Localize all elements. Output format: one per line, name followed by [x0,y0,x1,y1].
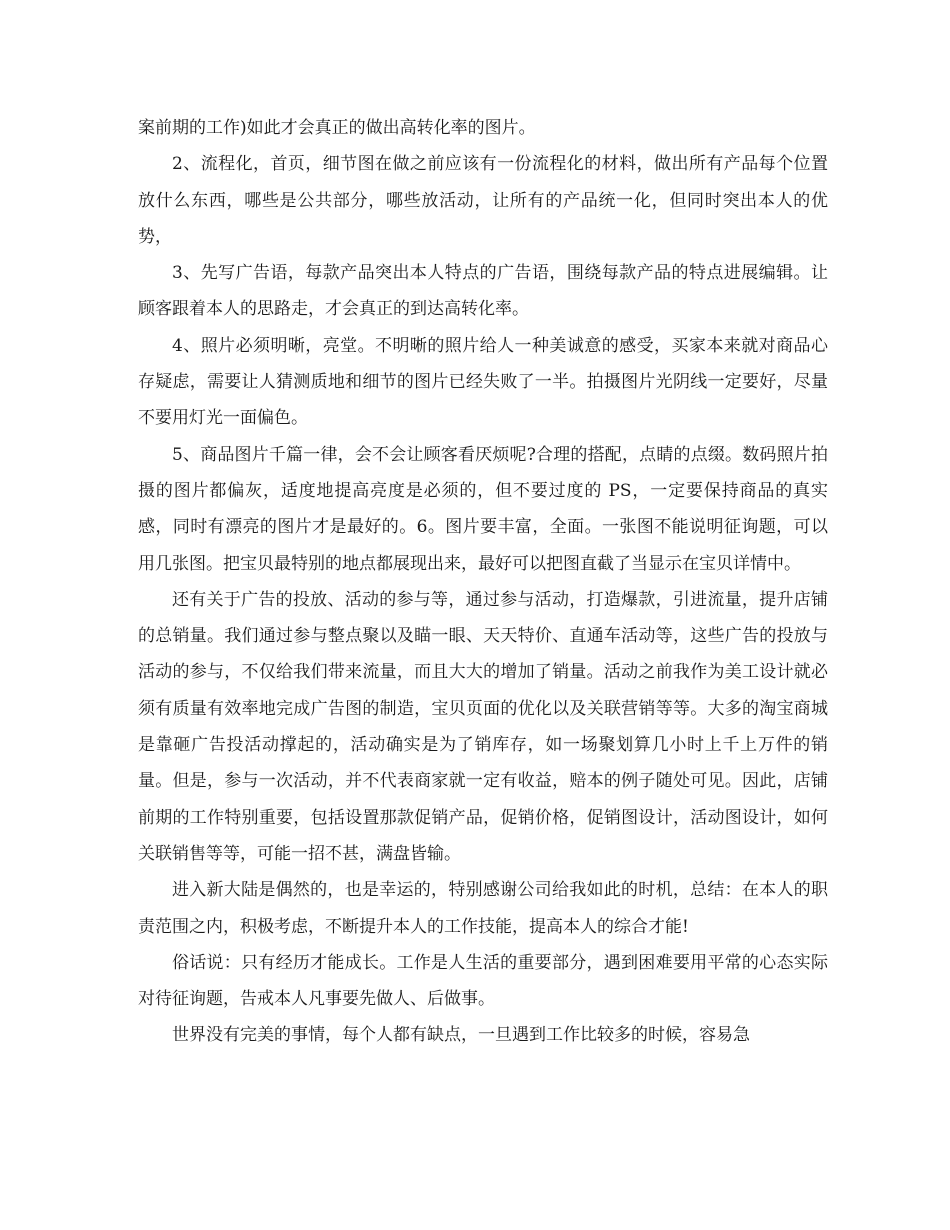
paragraph-ads-activities: 还有关于广告的投放、活动的参与等，通过参与活动，打造爆款，引进流量，提升店铺的总销量。我们通过参与整点聚以及瞄一眼、天天特价、直通车活动等，这些广告的投放与活动的参与，不仅给我们带来流量，而且大大的增加了销量。活动之前我作为美工设计就必须有质量有效率地完成广告图的制造，宝贝页面的优化以及关联营销等等。大多的淘宝商城是靠砸广告投活动撑起的，活动确实是为了销库存，如一场聚划算几小时上千上万件的销量。但是，参与一次活动，并不代表商家就一定有收益，赔本的例子随处可见。因此，店铺前期的工作特别重要，包括设置那款促销产品，促销价格，促销图设计，活动图设计，如何关联销售等等，可能一招不甚，满盘皆输。 [138,589,828,864]
paragraph-continuation: 案前期的工作)如此才会真正的做出高转化率的图片。 [138,118,536,138]
document-body [138,110,828,1054]
paragraph-item-5: 5、商品图片千篇一律，会不会让顾客看厌烦呢?合理的搭配，点睛的点缀。数码照片拍摄的图片都偏灰，适度地提高亮度是必须的，但不要过度的 PS，一定要保持商品的真实感，同时有漂亮的图片才是最好的。6。图片要丰富，全面。一张图不能说明征询题，可以用几张图。把宝贝最特别的地点都展现出来，最好可以把图直截了当显示在宝贝详情中。 [138,444,828,574]
paragraph-item-4: 4、照片必须明晰，亮堂。不明晰的照片给人一种美诚意的感受，买家本来就对商品心存疑虑，需要让人猜测质地和细节的图片已经失败了一半。拍摄图片光阴线一定要好，尽量不要用灯光一面偏色。 [138,335,828,429]
paragraph-item-3: 3、先写广告语，每款产品突出本人特点的广告语，围绕每款产品的特点进展编辑。让顾客跟着本人的思路走，才会真正的到达高转化率。 [138,263,828,320]
paragraph-imperfection: 世界没有完美的事情，每个人都有缺点，一旦遇到工作比较多的时候，容易急 [172,1025,750,1046]
paragraph-item-2: 2、流程化，首页，细节图在做之前应该有一份流程化的材料，做出所有产品每个位置放什么东西，哪些是公共部分，哪些放活动，让所有的产品统一化，但同时突出本人的优势， [138,154,828,247]
paragraph-proverb: 俗话说：只有经历才能成长。工作是人生活的重要部分，遇到困难要用平常的心态实际对待征询题，告戒本人凡事要先做人、后做事。 [138,952,828,1010]
paragraph-gratitude: 进入新大陆是偶然的，也是幸运的，特别感谢公司给我如此的时机，总结：在本人的职责范围之内，积极考虑，不断提升本人的工作技能，提高本人的综合才能! [138,880,828,937]
